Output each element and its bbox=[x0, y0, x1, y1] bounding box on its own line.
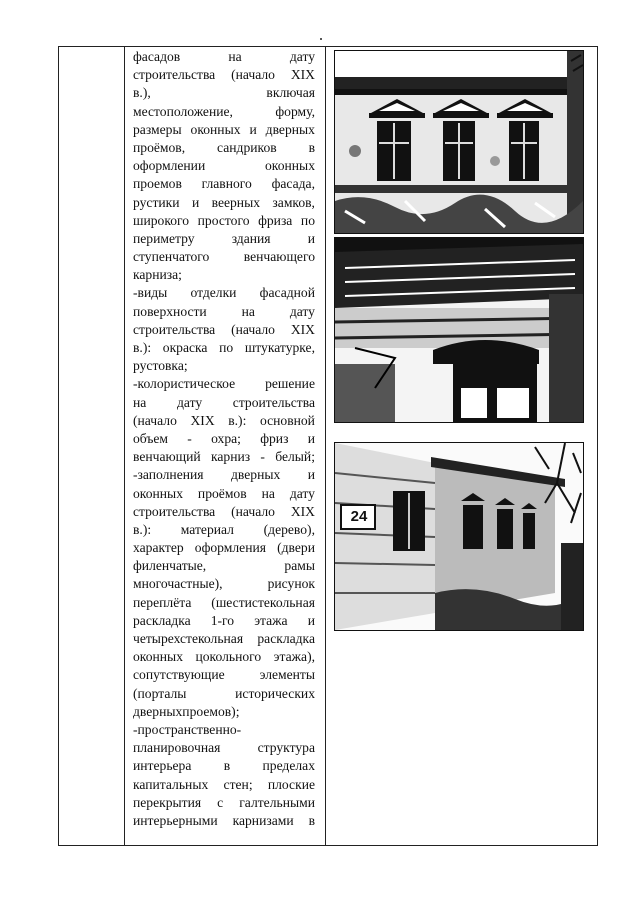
text-word: объем bbox=[133, 430, 169, 446]
text-word: дверных bbox=[133, 703, 183, 719]
text-word: и bbox=[249, 121, 257, 137]
text-word: в.), bbox=[133, 85, 151, 101]
text-word: в bbox=[223, 758, 231, 774]
table-column-divider-2 bbox=[325, 46, 326, 846]
text-line bbox=[133, 430, 315, 448]
text-word: оформлении bbox=[133, 158, 206, 174]
text-line bbox=[133, 466, 315, 484]
text-word: в.): bbox=[133, 521, 152, 537]
text-word: по bbox=[300, 212, 315, 228]
text-line bbox=[133, 794, 315, 812]
text-line bbox=[133, 575, 315, 593]
text-word: строительства bbox=[133, 67, 216, 83]
text-word: на bbox=[228, 49, 242, 64]
text-word: сопутствующие bbox=[133, 667, 225, 683]
text-word: переплёта bbox=[133, 594, 192, 610]
text-word: и bbox=[307, 230, 315, 246]
text-word: оконных bbox=[190, 121, 241, 137]
text-word: - bbox=[187, 430, 192, 446]
text-word: оконных bbox=[265, 158, 315, 174]
text-word: -виды bbox=[133, 285, 168, 301]
text-word: на bbox=[261, 485, 275, 501]
text-line bbox=[133, 648, 315, 666]
text-word: материал bbox=[180, 521, 234, 537]
text-word: рустовка; bbox=[133, 358, 188, 374]
text-word: - bbox=[260, 449, 265, 465]
text-word: оформления bbox=[194, 540, 266, 556]
text-word: четырехстекольная bbox=[133, 631, 244, 646]
text-word: (дерево), bbox=[263, 521, 315, 537]
text-line bbox=[133, 266, 315, 284]
text-word: строительства bbox=[232, 394, 315, 410]
text-word: строительства bbox=[133, 321, 216, 337]
text-word: с bbox=[217, 794, 224, 810]
text-word: венчающего bbox=[243, 249, 315, 265]
text-line bbox=[133, 412, 315, 430]
text-word: простого bbox=[197, 212, 250, 228]
text-line bbox=[133, 666, 315, 684]
text-word: в.): bbox=[133, 340, 152, 355]
table-border-bottom bbox=[58, 845, 598, 846]
text-line bbox=[133, 703, 315, 721]
text-word: пределах bbox=[262, 758, 315, 774]
text-line bbox=[133, 812, 315, 830]
text-line bbox=[133, 685, 315, 703]
text-word: фриз bbox=[260, 430, 289, 446]
text-word: фасадов bbox=[133, 49, 181, 64]
text-word: окраска bbox=[162, 340, 208, 355]
text-line bbox=[133, 194, 315, 212]
text-line bbox=[133, 539, 315, 557]
text-word: основной bbox=[259, 412, 315, 428]
text-line bbox=[133, 230, 315, 248]
text-line bbox=[133, 721, 315, 739]
text-word: на bbox=[133, 394, 147, 410]
text-word: штукатурке, bbox=[244, 340, 315, 355]
text-word: поверхности bbox=[133, 303, 207, 319]
text-word: белый; bbox=[275, 449, 315, 465]
text-word: многочастные), bbox=[133, 576, 223, 592]
text-line bbox=[133, 157, 315, 175]
text-word: и bbox=[307, 467, 315, 483]
table-border-right bbox=[597, 46, 598, 846]
text-word: проёмов, bbox=[133, 139, 186, 155]
text-word: ступенчатого bbox=[133, 249, 210, 265]
text-line bbox=[133, 303, 315, 321]
text-word: проемов bbox=[133, 176, 182, 192]
text-word: сандриков bbox=[217, 139, 277, 155]
text-word: в bbox=[308, 139, 315, 155]
text-word: XIX bbox=[290, 503, 315, 519]
text-word: и bbox=[307, 612, 315, 628]
text-line bbox=[133, 357, 315, 375]
text-word: и bbox=[307, 430, 315, 446]
text-line bbox=[133, 557, 315, 575]
text-word: дату bbox=[289, 49, 315, 64]
text-line bbox=[133, 103, 315, 121]
text-word: (начало bbox=[231, 321, 275, 337]
text-word: рамы bbox=[284, 558, 315, 574]
text-word: (шестистекольная bbox=[211, 594, 315, 610]
text-word: местоположение, bbox=[133, 103, 233, 119]
text-word: карнизами bbox=[232, 812, 294, 828]
text-line bbox=[133, 503, 315, 521]
text-word: XIX bbox=[290, 321, 315, 337]
text-word: дату bbox=[289, 303, 315, 319]
text-word: плоские bbox=[267, 776, 315, 792]
facade-photo-1 bbox=[334, 50, 584, 234]
text-line bbox=[133, 757, 315, 775]
text-word: отделки bbox=[190, 285, 237, 301]
text-line bbox=[133, 48, 315, 66]
text-line bbox=[133, 521, 315, 539]
text-word: (начало bbox=[231, 503, 275, 519]
text-word: этажа), bbox=[273, 649, 315, 665]
text-word: оконных bbox=[133, 649, 183, 665]
text-word: этажа bbox=[254, 612, 288, 628]
text-word: (порталы bbox=[133, 685, 187, 701]
text-word: здания bbox=[231, 230, 271, 246]
text-word: -пространственно- bbox=[133, 721, 242, 737]
text-line bbox=[133, 394, 315, 412]
text-line bbox=[133, 375, 315, 393]
text-line bbox=[133, 121, 315, 139]
text-word: характер bbox=[133, 540, 184, 556]
house-number-sign: 24 bbox=[350, 508, 368, 525]
facade-photo-2 bbox=[334, 237, 584, 423]
text-line bbox=[133, 175, 315, 193]
text-word: размеры bbox=[133, 121, 182, 137]
text-line bbox=[133, 321, 315, 339]
text-word: капитальных bbox=[133, 776, 209, 792]
text-word: решение bbox=[265, 376, 315, 392]
text-line bbox=[133, 284, 315, 302]
text-line bbox=[133, 212, 315, 230]
text-word: включая bbox=[266, 85, 315, 101]
table-column-divider-1 bbox=[124, 46, 125, 846]
text-word: на bbox=[241, 303, 255, 319]
text-word: -заполнения bbox=[133, 467, 204, 483]
text-line bbox=[133, 339, 315, 357]
text-word: венчающий bbox=[133, 449, 201, 465]
text-word: фасадной bbox=[259, 285, 315, 301]
text-word: галтельными bbox=[239, 794, 315, 810]
text-word: в.): bbox=[228, 412, 247, 428]
table-border-left bbox=[58, 46, 59, 846]
text-line bbox=[133, 485, 315, 503]
protected-features-text bbox=[133, 48, 315, 830]
text-word: дверных bbox=[230, 467, 281, 483]
text-word: планировочная bbox=[133, 740, 221, 756]
text-word: раскладка bbox=[133, 612, 191, 628]
text-word: дату bbox=[289, 485, 315, 501]
text-word: по bbox=[219, 340, 234, 355]
text-word: элементы bbox=[259, 667, 315, 683]
text-line bbox=[133, 594, 315, 612]
text-word: форму, bbox=[275, 103, 315, 119]
text-word: главного bbox=[201, 176, 252, 192]
text-word: в bbox=[308, 812, 315, 828]
text-word: раскладка bbox=[257, 631, 315, 646]
text-line bbox=[133, 448, 315, 466]
table-border-top bbox=[58, 46, 598, 47]
text-word: проёмов bbox=[197, 485, 247, 501]
text-word: цокольного bbox=[195, 649, 262, 665]
text-word: 1-го bbox=[210, 612, 235, 628]
text-word: дату bbox=[176, 394, 203, 410]
facade-photo-3 bbox=[334, 442, 584, 631]
text-line bbox=[133, 248, 315, 266]
text-word: периметру bbox=[133, 230, 195, 246]
text-word: оконных bbox=[133, 485, 183, 501]
text-word: перекрытия bbox=[133, 794, 202, 810]
text-line bbox=[133, 66, 315, 84]
text-word: XIX bbox=[290, 67, 315, 83]
text-word: филенчатые, bbox=[133, 558, 207, 574]
text-word: стен; bbox=[223, 776, 253, 792]
text-word: -колористическое bbox=[133, 376, 236, 392]
text-word: замков, bbox=[272, 194, 315, 210]
text-word: XIX bbox=[190, 412, 215, 428]
text-line bbox=[133, 612, 315, 630]
text-word: фасада, bbox=[271, 176, 315, 192]
scan-speck bbox=[320, 38, 322, 40]
text-word: широкого bbox=[133, 212, 190, 228]
text-word: фриза bbox=[258, 212, 293, 228]
text-word: карниз bbox=[210, 449, 251, 465]
text-line bbox=[133, 84, 315, 102]
text-line bbox=[133, 776, 315, 794]
text-word: строительства bbox=[133, 503, 216, 519]
text-word: рустики bbox=[133, 194, 180, 210]
text-word: (двери bbox=[277, 540, 315, 556]
text-word: интерьера bbox=[133, 758, 192, 774]
text-word: веерных bbox=[211, 194, 261, 210]
text-word: дверных bbox=[265, 121, 315, 137]
text-word: карниза; bbox=[133, 267, 182, 283]
text-word: и bbox=[191, 194, 200, 210]
text-line bbox=[133, 739, 315, 757]
text-word: рисунок bbox=[267, 576, 315, 592]
text-word: интерьерными bbox=[133, 812, 218, 828]
text-word: исторических bbox=[235, 685, 315, 701]
text-word: структура bbox=[257, 740, 315, 756]
text-word: (начало bbox=[231, 67, 275, 83]
text-word: охра; bbox=[211, 430, 241, 446]
text-word: (начало bbox=[133, 412, 177, 428]
text-line bbox=[133, 139, 315, 157]
text-line bbox=[133, 630, 315, 648]
text-word: проемов); bbox=[182, 703, 240, 719]
